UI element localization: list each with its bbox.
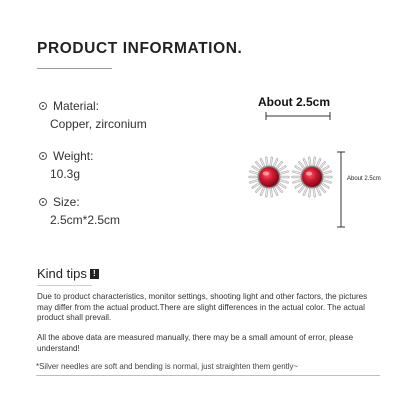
earring-gem: [302, 167, 322, 187]
bullet-icon: [39, 152, 47, 160]
earring-ray-highlight: [321, 183, 328, 188]
earring-ray-highlight: [299, 185, 305, 191]
spec-label: Weight:: [53, 149, 94, 163]
earring-ray-highlight: [296, 183, 303, 188]
height-dimension-label: About 2.5cm: [347, 176, 381, 182]
earring-ray-highlight: [321, 166, 328, 171]
earring-ray-highlight: [253, 166, 260, 171]
warning-icon: !: [90, 269, 99, 279]
earring-ray-highlight: [278, 183, 285, 188]
kind-tips-underline: [37, 285, 92, 286]
kind-tips-label: Kind tips: [37, 266, 87, 281]
earring-left: [250, 158, 289, 197]
width-dimension-line: [262, 110, 342, 122]
spec-weight: [39, 149, 93, 181]
page-title: PRODUCT INFORMATION.: [37, 40, 243, 57]
earring-image: [247, 152, 335, 202]
tip-paragraph: All the above data are measured manually, there may be a small amount of error, please understand!: [37, 333, 354, 353]
footer-note: *Silver needles are soft and bending is normal, just straighten them gently~: [36, 362, 299, 371]
bullet-icon: [39, 102, 47, 110]
tip-paragraph: Due to product characteristics, monitor settings, shooting light and other factors, the pictures may differ from the actual product.There are slight differences in the actual color. The actual product shall prevail.: [37, 292, 368, 322]
spec-value: 2.5cm*2.5cm: [50, 213, 121, 227]
earring-ray-highlight: [319, 162, 325, 168]
earring-ray-highlight: [256, 185, 262, 191]
height-dimension-line: [335, 150, 347, 230]
earring-ray-highlight: [278, 166, 285, 171]
spec-size: [39, 195, 120, 227]
earring-gem-shine: [306, 172, 312, 176]
spec-material: [39, 99, 147, 131]
earring-right: [293, 158, 332, 197]
earring-gem-shine: [263, 172, 269, 176]
earring-ray-highlight: [299, 162, 305, 168]
earring-ray-highlight: [276, 185, 282, 191]
earring-ray-highlight: [256, 162, 262, 168]
title-underline: [37, 68, 112, 69]
earring-ray-highlight: [253, 183, 260, 188]
earring-ray-highlight: [276, 162, 282, 168]
earring-gem: [259, 167, 279, 187]
spec-value: 10.3g: [50, 167, 81, 181]
width-dimension-label: About 2.5cm: [258, 95, 331, 109]
spec-label: Size:: [53, 195, 80, 209]
earring-ray-highlight: [319, 185, 325, 191]
spec-label: Material:: [53, 99, 100, 113]
spec-value: Copper, zirconium: [50, 117, 147, 131]
kind-tips-title: [37, 266, 99, 281]
bullet-icon: [39, 198, 47, 206]
earring-ray-highlight: [296, 166, 303, 171]
footer-divider: [36, 375, 380, 376]
